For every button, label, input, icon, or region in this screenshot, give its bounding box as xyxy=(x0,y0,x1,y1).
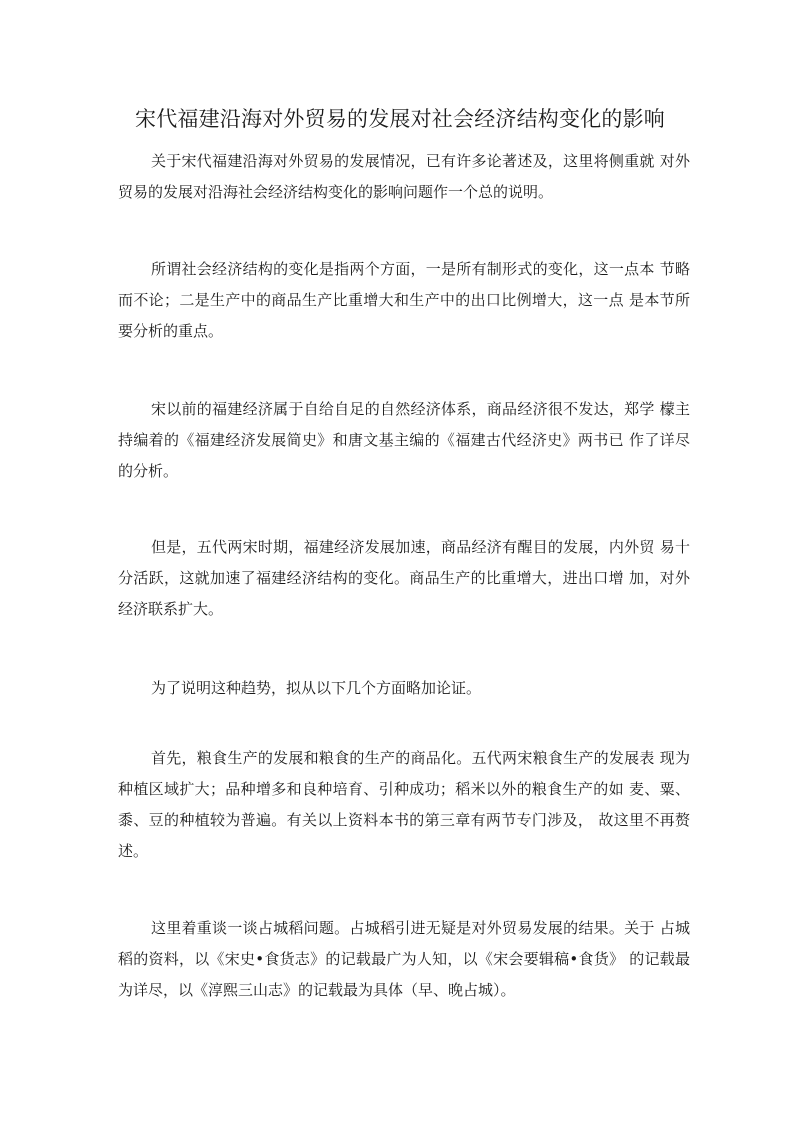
paragraph-3: 宋以前的福建经济属于自给自足的自然经济体系，商品经济很不发达，郑学 檬主持编着的《福建经济发展简史》和唐文基主编的《福建古代经济史》两书已 作了详尽的分析。 xyxy=(118,400,690,480)
paragraph-6: 首先，粮食生产的发展和粮食的生产的商品化。五代两宋粮食生产的发展表 现为种植区域扩大；品种增多和良种培育、引种成功；稻米以外的粮食生产的如 麦、粟、黍、豆的种植较为普遍。有关以上资料本书的第三章有两节专门涉及， 故这里不再赘述。 xyxy=(118,749,690,860)
paragraph-7: 这里着重谈一谈占城稻问题。占城稻引进无疑是对外贸易发展的结果。关于 占城稻的资料，以《宋史•食货志》的记载最广为人知，以《宋会要辑稿•食货》 的记载最为详尽，以《淳熙三山志》的记载最为具体（早、晚占城）。 xyxy=(118,919,690,999)
paragraph-2: 所谓社会经济结构的变化是指两个方面，一是所有制形式的变化，这一点本 节略而不论；二是生产中的商品生产比重增大和生产中的出口比例增大，这一点 是本节所要分析的重点。 xyxy=(118,260,690,340)
paragraph-4: 但是，五代两宋时期，福建经济发展加速，商品经济有醒目的发展，内外贸 易十分活跃，这就加速了福建经济结构的变化。商品生产的比重增大，进出口增 加，对外经济联系扩大。 xyxy=(118,538,690,618)
document-title: 宋代福建沿海对外贸易的发展对社会经济结构变化的影响 xyxy=(135,107,665,131)
paragraph-5: 为了说明这种趋势，拟从以下几个方面略加论证。 xyxy=(151,679,482,697)
paragraph-1: 关于宋代福建沿海对外贸易的发展情况，已有许多论著述及，这里将侧重就 对外贸易的发展对沿海社会经济结构变化的影响问题作一个总的说明。 xyxy=(118,152,690,201)
